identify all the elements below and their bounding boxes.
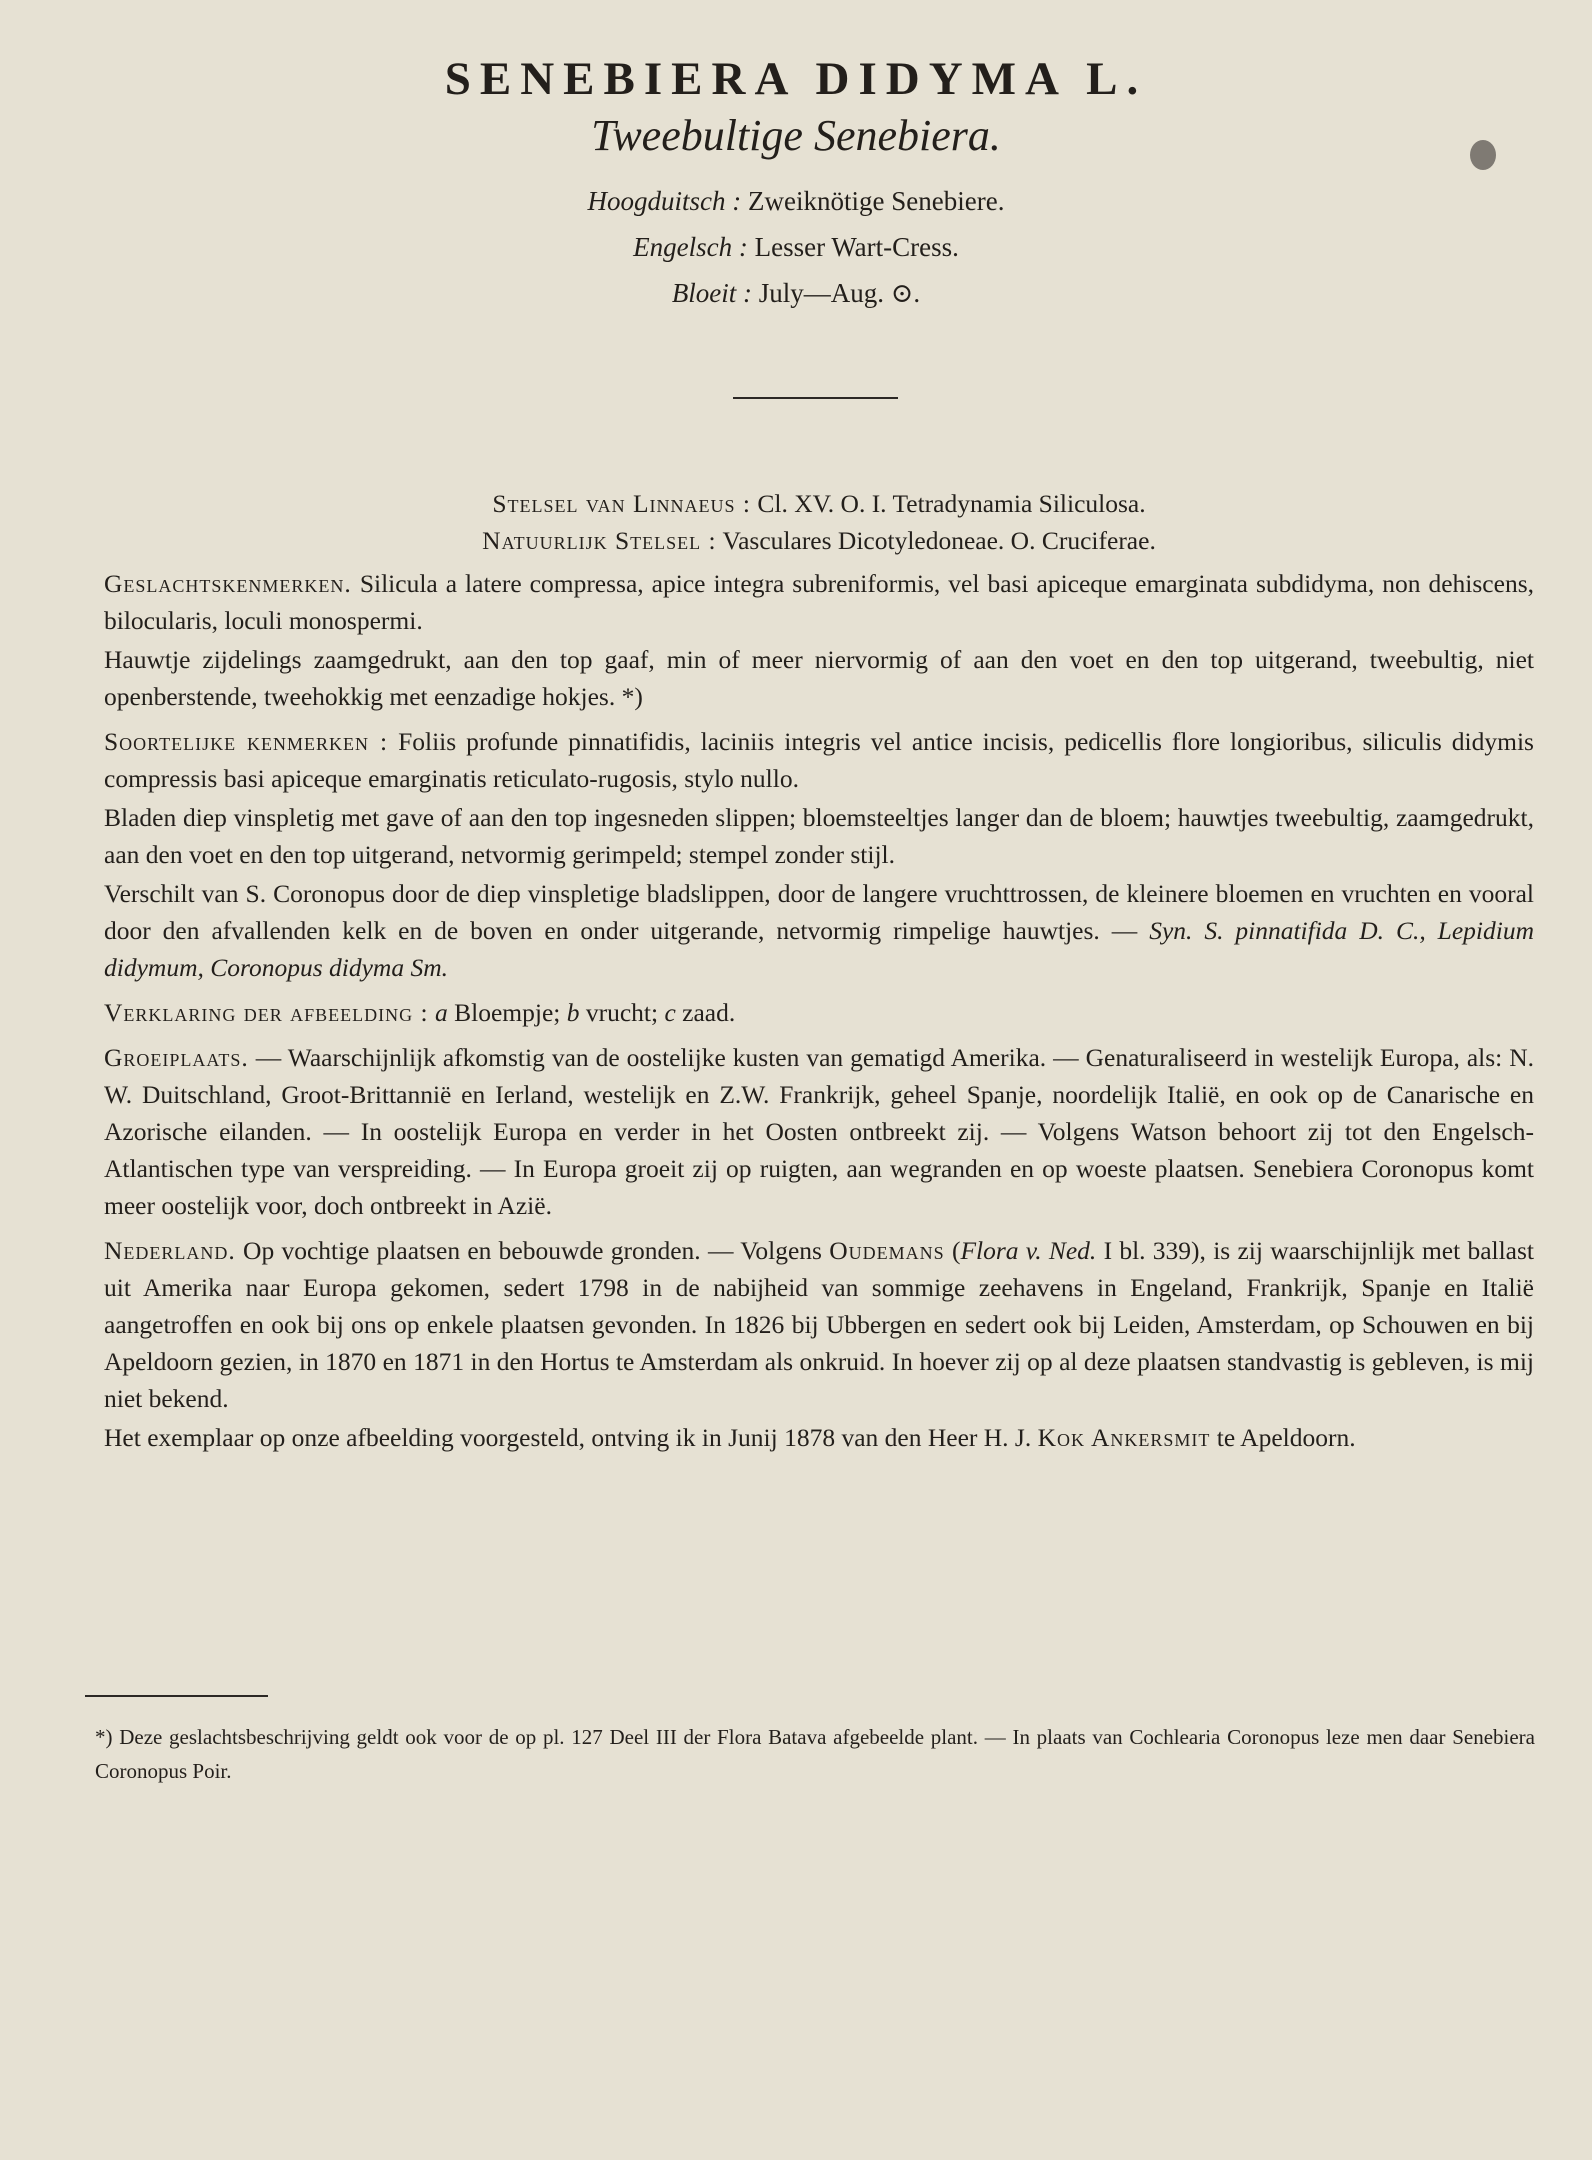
netherlands-paragraph <box>104 1232 1534 1417</box>
habitat-label: Groeiplaats. <box>104 1043 249 1072</box>
reference-close: I bl. 339), <box>1103 1236 1206 1265</box>
figure-text-c: zaad. <box>682 998 736 1027</box>
common-names <box>0 178 1592 316</box>
english-name-line <box>0 224 1592 270</box>
german-name-line <box>0 178 1592 224</box>
netherlands-text-1: Op vochtige plaatsen en bebouwde gronden. — Volgens <box>243 1236 822 1265</box>
netherlands-label: Nederland. <box>104 1236 236 1265</box>
habitat-paragraph <box>104 1039 1534 1224</box>
english-label: Engelsch : <box>633 232 748 262</box>
species-diff: Verschilt van S. Coronopus door de diep vinspletige bladslippen, door de langere vruchttrossen, de kleinere bloemen en vruchten en vooral door den afvallenden kelk en de boven en onder uitgerande, netvormig rimpelige hauwtjes. — <box>104 879 1534 945</box>
species-label: Soortelijke kenmerken : <box>104 727 389 756</box>
divider-rule <box>733 397 898 399</box>
species-synonyms: Syn. S. pinnatifida D. C., Lepidium didymum, Coronopus didyma Sm. <box>104 916 1535 982</box>
german-value: Zweiknötige Senebiere. <box>748 186 1005 216</box>
species-latin-paragraph <box>104 723 1534 797</box>
figure-text-a: Bloempje; <box>454 998 561 1027</box>
genus-latin: Silicula a latere compressa, apice integra subreniformis, vel basi apiceque emarginata subdidyma, non dehiscens, bilocularis, loculi monospermi. <box>104 569 1534 635</box>
figure-text-b: vrucht; <box>585 998 659 1027</box>
bloom-label: Bloeit : <box>671 278 753 308</box>
figure-key-c: c <box>664 998 676 1027</box>
habitat-text: — Waarschijnlijk afkomstig van de oostelijke kusten van gematigd Amerika. — Genaturaliseerd in westelijk Europa, als: N. W. Duitschland, Groot-Brittannië en Ierland, westelijk en Z.W. Frankrijk, geheel Spanje, noordelijk Italië, en ook op de Canarische en Azorische eilanden. — In oostelijk Europa en verder in het Oosten ontbreekt zij. — Volgens Watson behoort zij tot den Engelsch-Atlantischen type van verspreiding. — In Europa groeit zij op ruigten, aan wegranden en op woeste plaatsen. Senebiera Coronopus komt meer oostelijk voor, doch ontbreekt in Azië. <box>104 1043 1535 1220</box>
netherlands-text-2: is zij waarschijnlijk met ballast uit Amerika naar Europa gekomen, sedert 1798 in de nabijheid van sommige zeehavens in Engeland, Frankrijk, Spanje en Italië aangetroffen en ook bij ons op enkele plaatsen gevonden. In 1826 bij Ubbergen en sedert ook bij Leiden, Amsterdam, op Schouwen en bij Apeldoorn gezien, in 1870 en 1871 in den Hortus te Amsterdam als onkruid. In hoever zij op al deze plaatsen standvastig is gebleven, is mij niet bekend. <box>104 1236 1535 1413</box>
bloom-value: July—Aug. ⊙. <box>758 278 921 308</box>
genus-dutch-paragraph: Hauwtje zijdelings zaamgedrukt, aan den top gaaf, min of meer niervormig of aan den voet en den top uitgerand, tweebultig, niet openberstende, tweehokkig met eenzadige hokjes. *) <box>104 645 1534 711</box>
description-body <box>104 485 1534 1464</box>
english-value: Lesser Wart-Cress. <box>754 232 959 262</box>
linnaeus-value: Cl. XV. O. I. Tetradynamia Siliculosa. <box>757 489 1146 518</box>
collector-name: Kok Ankersmit <box>1037 1423 1211 1452</box>
oudemans-name: Oudemans <box>829 1236 945 1265</box>
species-latin: Foliis profunde pinnatifidis, laciniis integris vel antice incisis, pedicellis flore longioribus, siliculis didymis compressis basi apiceque emarginatis reticulato-rugosis, stylo nullo. <box>104 727 1534 793</box>
footnote: *) Deze geslachtsbeschrijving geldt ook voor de op pl. 127 Deel III der Flora Batava afgebeelde plant. — In plaats van Cochlearia Coronopus leze men daar Senebiera Coronopus Poir. <box>95 1725 1535 1783</box>
reference-open: ( <box>951 1236 961 1265</box>
figure-key-b: b <box>566 998 580 1027</box>
specimen-paragraph <box>104 1419 1534 1456</box>
linnaeus-system-line <box>104 485 1534 522</box>
natural-label: Natuurlijk Stelsel : <box>482 526 717 555</box>
genus-latin-paragraph <box>104 565 1534 639</box>
linnaeus-label: Stelsel van Linnaeus : <box>492 489 752 518</box>
bloom-line <box>0 270 1592 316</box>
specimen-end: te Apeldoorn. <box>1216 1423 1356 1452</box>
page-title: SENEBIERA DIDYMA L. <box>444 53 1148 105</box>
footnote-rule <box>85 1695 268 1697</box>
page-subtitle: Tweebultige Senebiera. <box>591 111 1001 160</box>
natural-system-line <box>104 522 1534 559</box>
german-label: Hoogduitsch : <box>587 186 742 216</box>
species-dutch-paragraph: Bladen diep vinspletig met gave of aan den top ingesneden slippen; bloemsteeltjes langer dan de bloem; hauwtjes tweebultig, zaamgedrukt, aan den voet en den top uitgerand, netvormig gerimpeld; stempel zonder stijl. <box>104 803 1534 869</box>
specimen-text: Het exemplaar op onze afbeelding voorgesteld, ontving ik in Junij 1878 van den Heer H. J. <box>104 1423 1032 1452</box>
figure-explanation <box>104 994 1534 1031</box>
species-diff-paragraph <box>104 875 1534 986</box>
genus-label: Geslachtskenmerken. <box>104 569 352 598</box>
reference-title: Flora v. Ned. <box>960 1236 1097 1265</box>
natural-value: Vasculares Dicotyledoneae. O. Cruciferae. <box>722 526 1156 555</box>
figure-label: Verklaring der afbeelding : <box>104 998 429 1027</box>
figure-key-a: a <box>434 998 448 1027</box>
